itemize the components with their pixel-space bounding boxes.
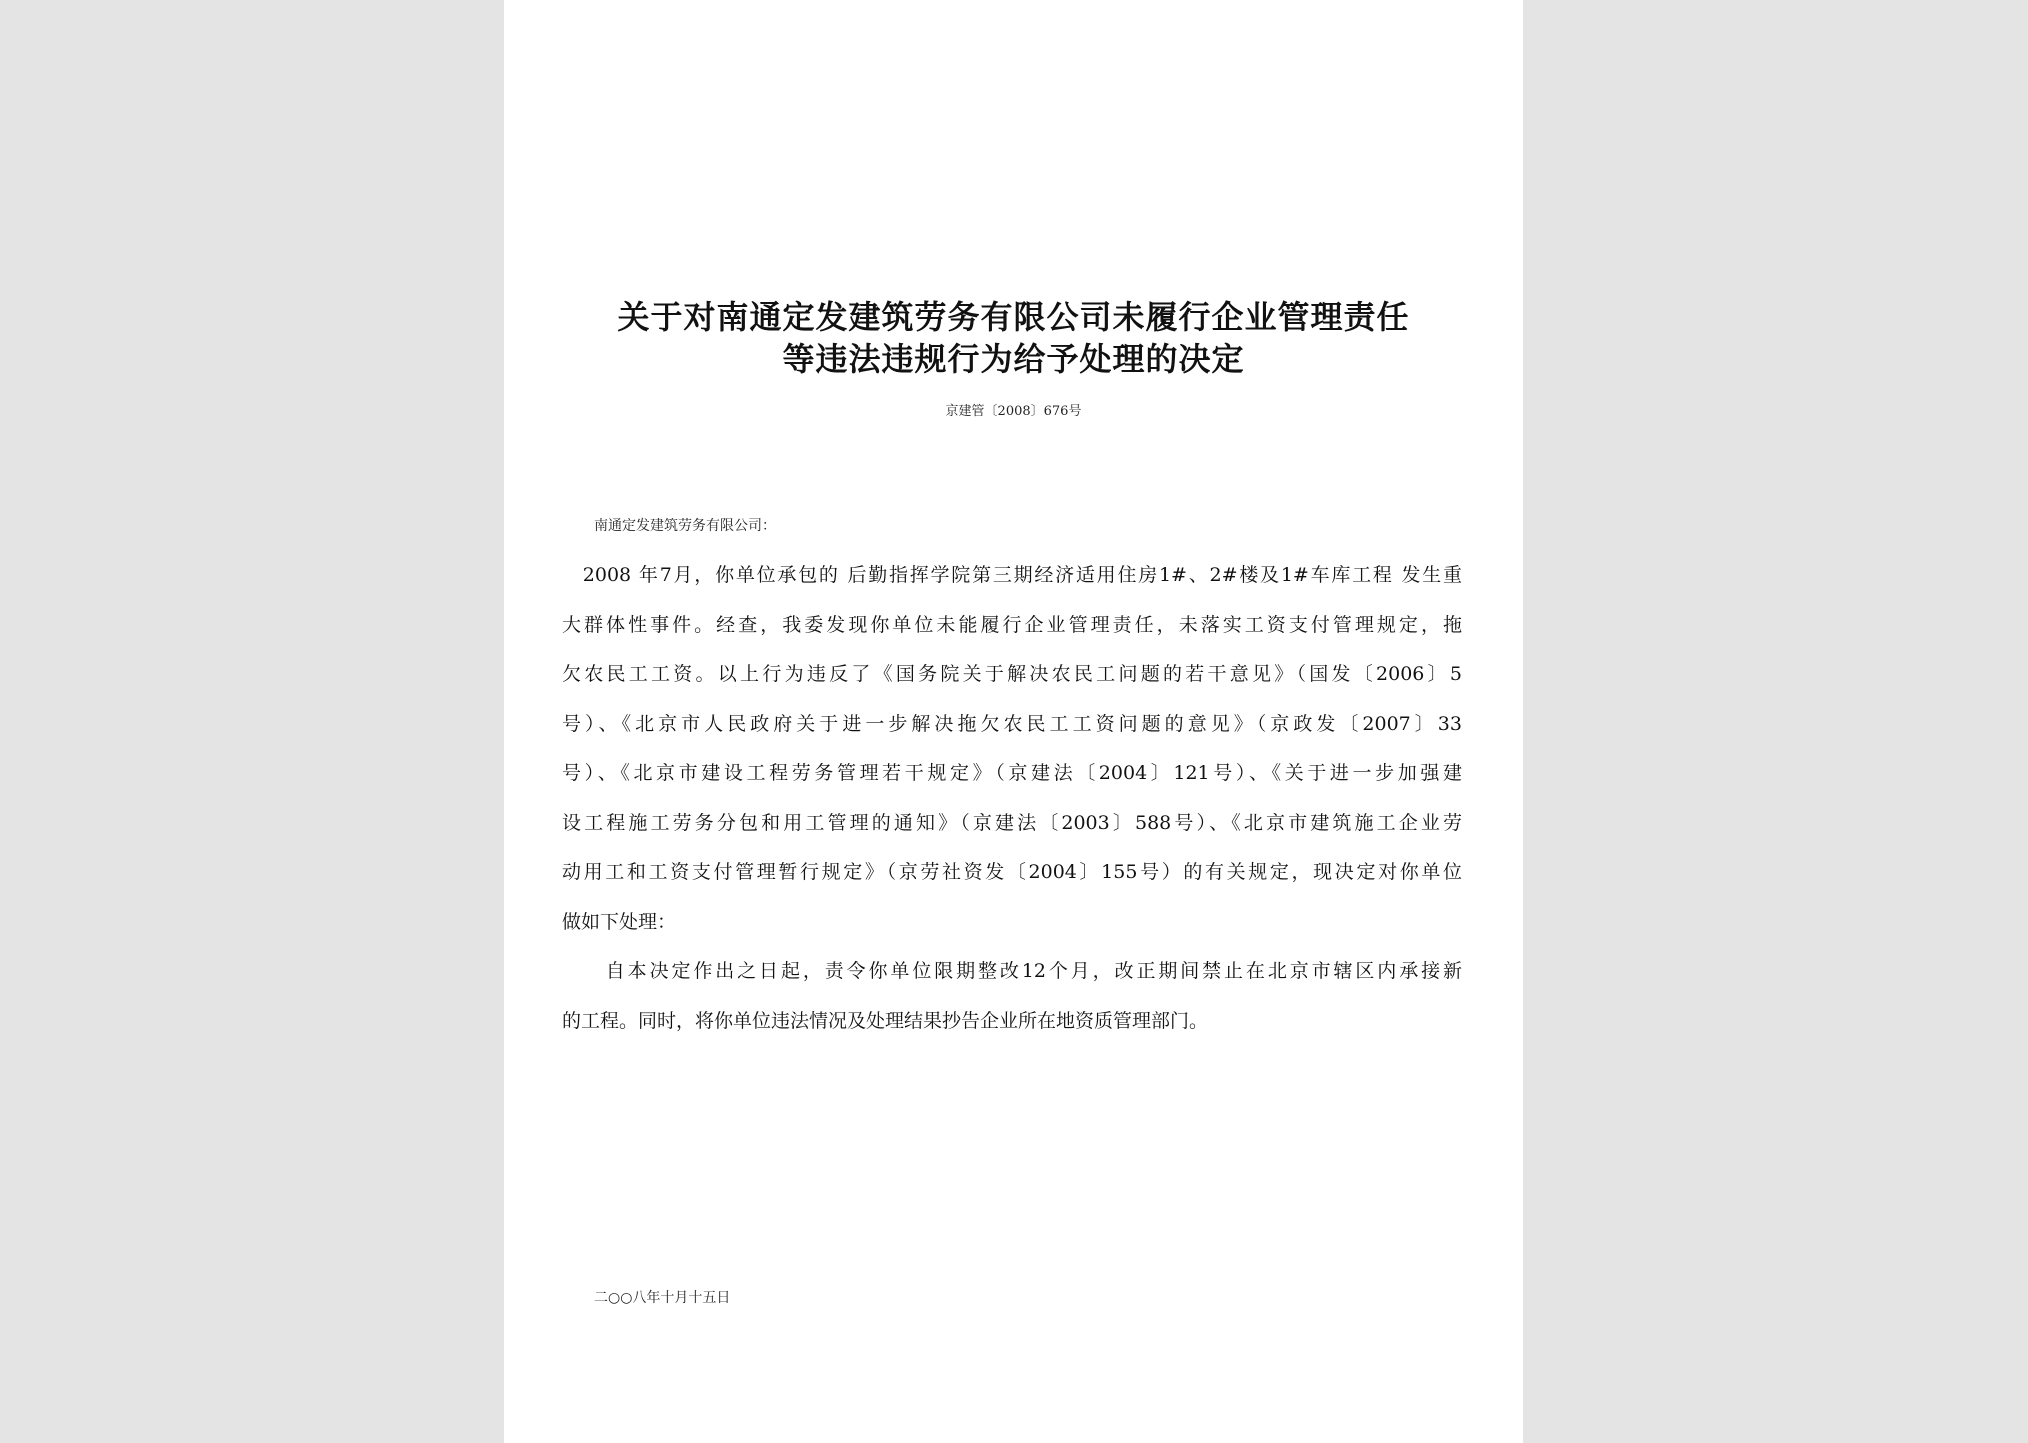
document-title-line-1: 关于对南通定发建筑劳务有限公司未履行企业管理责任 [617, 298, 1410, 336]
body-line: 做如下处理： [562, 911, 677, 933]
body-line: 自本决定作出之日起，责令你单位限期整改12个月，改正期间禁止在北京市辖区内承接新 [562, 960, 1462, 982]
body-line: 大群体性事件。经查，我委发现你单位未能履行企业管理责任，未落实工资支付管理规定，拖 [562, 614, 1462, 636]
document-title-line-2: 等违法违规行为给予处理的决定 [782, 340, 1245, 378]
body-line: 2008 年7月，你单位承包的 后勤指挥学院第三期经济适用住房1#、2#楼及1#车库工程 发生重 [562, 564, 1462, 586]
document-number: 京建管〔2008〕676号 [945, 404, 1082, 419]
body-line: 号）、《北京市人民政府关于进一步解决拖欠农民工工资问题的意见》（京政发〔2007〕33 [562, 713, 1462, 735]
body-line: 号）、《北京市建设工程劳务管理若干规定》（京建法〔2004〕121号）、《关于进一步加强建 [562, 762, 1462, 784]
document-page [504, 0, 1523, 1443]
body-line: 设工程施工劳务分包和用工管理的通知》（京建法〔2003〕588号）、《北京市建筑施工企业劳 [562, 812, 1462, 834]
addressee: 南通定发建筑劳务有限公司： [594, 518, 776, 534]
body-line: 欠农民工工资。以上行为违反了《国务院关于解决农民工问题的若干意见》（国发〔2006〕5 [562, 663, 1462, 685]
body-line: 动用工和工资支付管理暂行规定》（京劳社资发〔2004〕155号）的有关规定，现决定对你单位 [562, 861, 1462, 883]
body-line: 的工程。同时，将你单位违法情况及处理结果抄告企业所在地资质管理部门。 [562, 1010, 1209, 1032]
issue-date: 二○○八年十月十五日 [594, 1290, 731, 1306]
